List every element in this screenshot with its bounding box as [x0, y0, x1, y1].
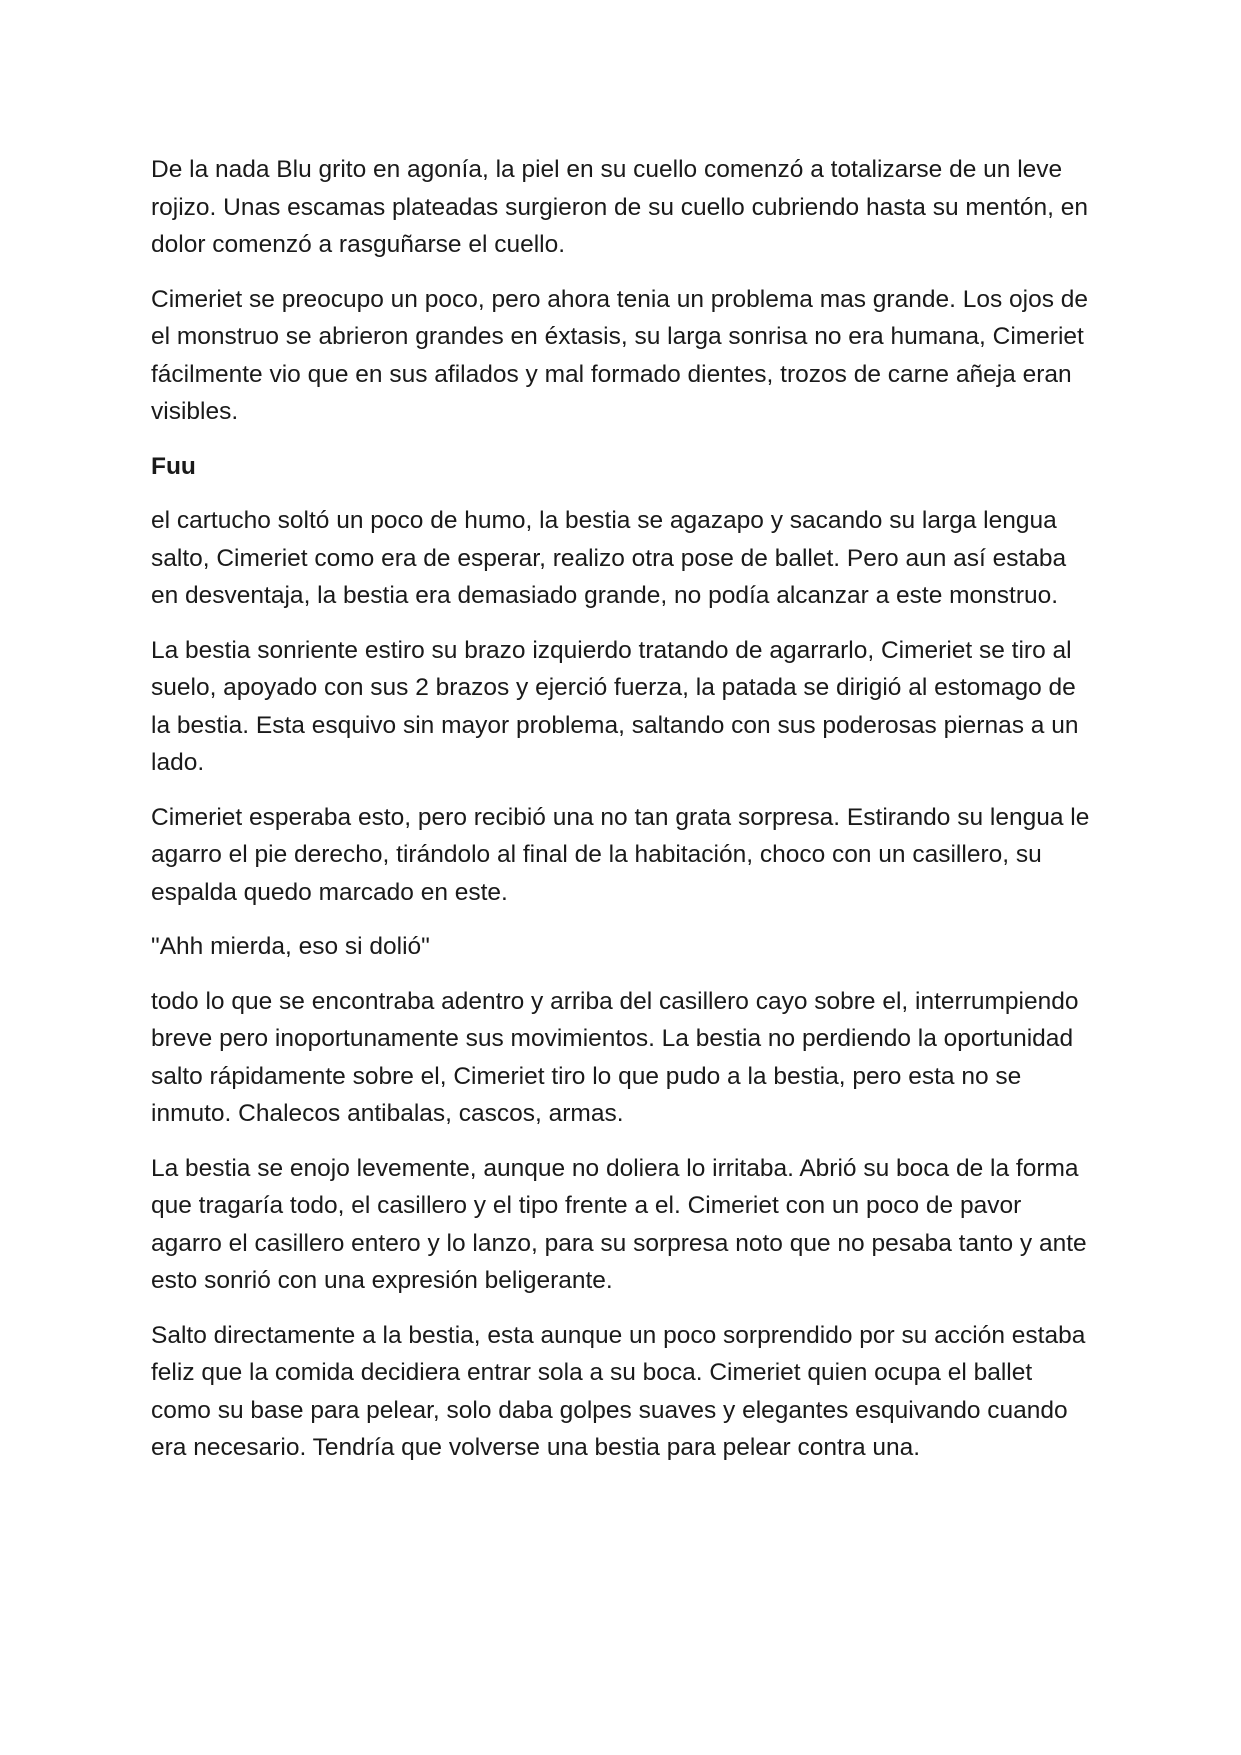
paragraph-2: Cimeriet se preocupo un poco, pero ahora tenia un problema mas grande. Los ojos de el monstruo se abrieron grandes en éxtasis, su larga sonrisa no era humana, Cimeriet fácilmente vio que en sus afilados y mal formado dientes, trozos de carne añeja eran visibles. — [151, 285, 1089, 425]
paragraph-4: La bestia sonriente estiro su brazo izquierdo tratando de agarrarlo, Cimeriet se tiro al suelo, apoyado con sus 2 brazos y ejerció fuerza, la patada se dirigió al estomago de la bestia. Esta esquivo sin mayor problema, saltando con sus poderosas piernas a un lado. — [151, 636, 1079, 776]
sound-effect-heading: Fuu — [151, 452, 196, 480]
dialogue-line: "Ahh mierda, eso si dolió" — [151, 933, 430, 960]
paragraph-6: todo lo que se encontraba adentro y arriba del casillero cayo sobre el, interrumpiendo breve pero inoportunamente sus movimientos. La bestia no perdiendo la oportunidad salto rápidamente sobre el, Cimeriet tiro lo que pudo a la bestia, pero esta no se inmuto. Chalecos antibalas, cascos, armas. — [151, 987, 1079, 1127]
document-body — [151, 151, 1096, 1484]
paragraph-8: Salto directamente a la bestia, esta aunque un poco sorprendido por su acción estaba feliz que la comida decidiera entrar sola a su boca. Cimeriet quien ocupa el ballet como su base para pelear, solo daba golpes suaves y elegantes esquivando cuando era necesario. Tendría que volverse una bestia para pelear contra una. — [151, 1321, 1086, 1461]
paragraph-3: el cartucho soltó un poco de humo, la bestia se agazapo y sacando su larga lengua salto, Cimeriet como era de esperar, realizo otra pose de ballet. Pero aun así estaba en desventaja, la bestia era demasiado grande, no podía alcanzar a este monstruo. — [151, 507, 1067, 609]
paragraph-1: De la nada Blu grito en agonía, la piel en su cuello comenzó a totalizarse de un leve rojizo. Unas escamas plateadas surgieron de su cuello cubriendo hasta su mentón, en dolor comenzó a rasguñarse el cuello. — [151, 156, 1088, 258]
paragraph-7: La bestia se enojo levemente, aunque no doliera lo irritaba. Abrió su boca de la forma que tragaría todo, el casillero y el tipo frente a el. Cimeriet con un poco de pavor agarro el casillero entero y lo lanzo, para su sorpresa noto que no pesaba tanto y ante esto sonrió con una expresión beligerante. — [151, 1154, 1087, 1294]
paragraph-5: Cimeriet esperaba esto, pero recibió una no tan grata sorpresa. Estirando su lengua le agarro el pie derecho, tirándolo al final de la habitación, choco con un casillero, su espalda quedo marcado en este. — [151, 803, 1090, 906]
